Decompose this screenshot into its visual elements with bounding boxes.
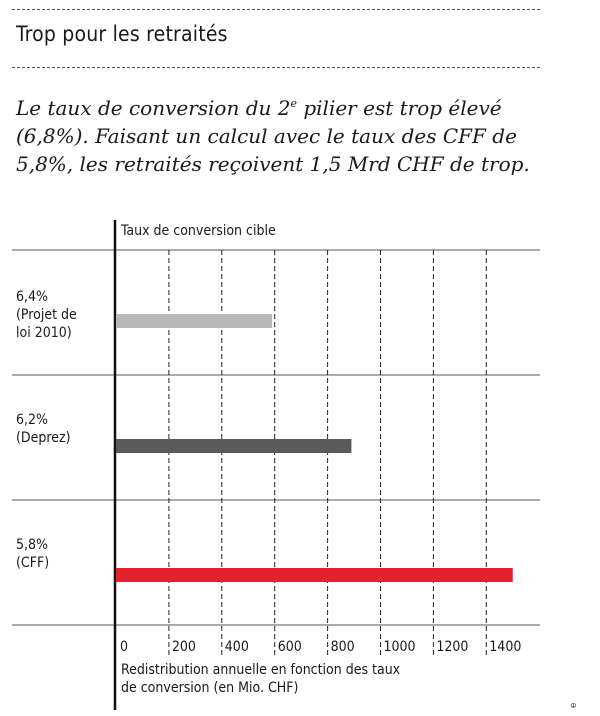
category-label: 6,4% (16, 289, 48, 305)
bar (116, 568, 513, 582)
category-label: (Deprez) (16, 430, 71, 446)
bar (116, 314, 272, 328)
chart-title: Trop pour les retraités (16, 22, 228, 46)
x-tick-label: 1000 (383, 639, 416, 655)
subtitle-superscript: e (290, 97, 297, 110)
x-tick-label: 800 (330, 639, 355, 655)
category-label: 6,2% (16, 412, 48, 428)
category-label: (Projet de (16, 307, 77, 323)
category-label: (CFF) (16, 555, 50, 571)
x-tick-label: 0 (120, 639, 129, 655)
source-text (568, 703, 586, 708)
bar (116, 439, 351, 453)
x-tick-label: 600 (277, 639, 302, 655)
subtitle-text-2: pilier est trop élevé (6,8%). Faisant un calcul avec le taux des CFF de 5,8%, les retraités reçoivent 1,5 Mrd CHF de trop. (16, 96, 530, 176)
source-note (562, 230, 592, 710)
source-superscript: e (569, 702, 579, 708)
top-divider (12, 9, 540, 10)
x-tick-label: 200 (171, 639, 196, 655)
title-divider (12, 67, 540, 68)
x-tick-label: 1200 (436, 639, 469, 655)
x-axis-label: Redistribution annuelle en fonction des taux (121, 662, 401, 678)
category-label: 5,8% (16, 537, 48, 553)
category-label: loi 2010) (16, 325, 72, 341)
chart-axis-title: Taux de conversion cible (121, 223, 276, 239)
x-tick-label: 400 (224, 639, 249, 655)
chart-subtitle (16, 90, 536, 178)
x-axis-label: de conversion (en Mio. CHF) (121, 680, 299, 696)
bar-chart (0, 210, 556, 710)
x-tick-label: 1400 (489, 639, 522, 655)
subtitle-text-1: Le taux de conversion du 2 (16, 96, 291, 120)
